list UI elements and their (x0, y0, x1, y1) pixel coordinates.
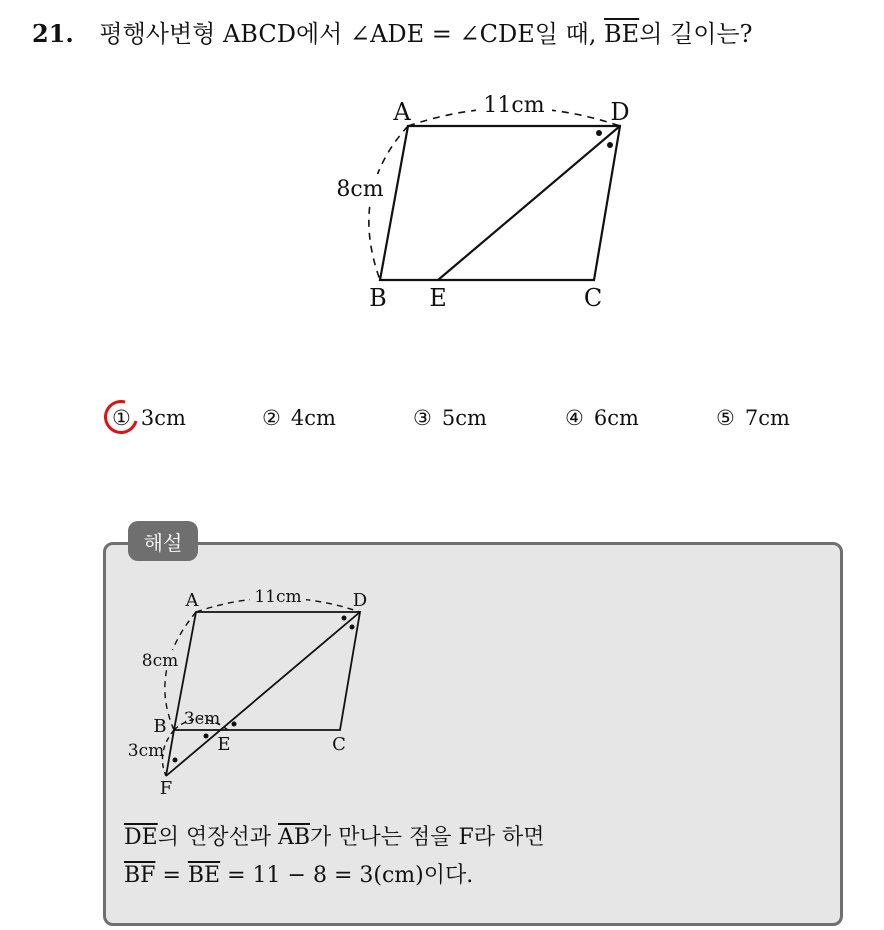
segment-be: $\overline{BE}$ (187, 863, 221, 888)
solution-line-2 (124, 858, 473, 889)
vertex-label-e: E (429, 284, 447, 312)
vertex-label-d: D (610, 98, 630, 126)
angle-dot-cde (607, 142, 613, 148)
choice-2-text: 4cm (290, 406, 336, 430)
segment-df (166, 612, 360, 776)
angle-dot-aed (232, 722, 237, 727)
choice-5-number: ⑤ (716, 406, 735, 430)
vertex-label-c: C (332, 734, 346, 755)
choice-1[interactable] (112, 406, 186, 430)
label-11cm: 11cm (483, 93, 545, 118)
vertex-label-a: A (185, 590, 199, 611)
angle-dot-bfe (173, 758, 178, 763)
segment-de: $\overline{DE}$ (124, 825, 158, 850)
dashed-arc-ab (369, 126, 408, 280)
choice-2-number: ② (262, 406, 281, 430)
vertex-label-b: B (369, 284, 387, 312)
choice-2[interactable] (262, 406, 336, 430)
segment-de (438, 126, 620, 280)
angle-dot-cde (350, 625, 355, 630)
parallelogram-figure (320, 82, 650, 322)
equals-sign: = (162, 863, 181, 888)
solution-line-2-rest: = 11 − 8 = 3(cm)이다. (227, 863, 474, 888)
vertex-label-c: C (583, 284, 603, 312)
solution-line-1-mid: 의 연장선과 (157, 825, 271, 850)
segment-be: $\overline{BE}$ (604, 20, 640, 48)
question-suffix: 의 길이는? (639, 20, 753, 48)
solution-tag: 해설 (128, 521, 198, 561)
label-be-3cm: 3cm (183, 709, 221, 729)
choice-4-number: ④ (565, 406, 584, 430)
choice-1-text: 3cm (140, 406, 186, 430)
selected-answer-mark (98, 394, 144, 440)
choice-4[interactable] (565, 406, 639, 430)
vertex-label-d: D (352, 590, 368, 611)
angle-dot-bef (204, 734, 209, 739)
angle-dot-ade (596, 130, 602, 136)
answer-choices (0, 406, 884, 438)
vertex-label-f: F (159, 778, 173, 799)
question-text (32, 14, 752, 49)
vertex-label-b: B (153, 716, 167, 737)
label-8cm: 8cm (141, 651, 179, 671)
choice-3-number: ③ (413, 406, 432, 430)
choice-3[interactable] (413, 406, 487, 430)
label-bf-3cm: 3cm (127, 741, 165, 761)
solution-line-1 (124, 820, 545, 851)
question-number: 21. (32, 19, 74, 48)
label-11cm: 11cm (254, 587, 302, 607)
choice-5[interactable] (716, 406, 790, 430)
solution-line-1-end: 가 만나는 점을 F라 하면 (310, 825, 545, 850)
solution-figure (120, 580, 380, 810)
vertex-label-e: E (217, 734, 231, 755)
choice-5-text: 7cm (744, 406, 790, 430)
segment-bf: $\overline{BF}$ (124, 863, 156, 888)
choice-3-text: 5cm (441, 406, 487, 430)
vertex-label-a: A (393, 98, 411, 126)
choice-4-text: 6cm (593, 406, 639, 430)
choice-1-number: ① (112, 406, 131, 430)
question-prefix: 평행사변형 ABCD에서 ∠ADE = ∠CDE일 때, (99, 20, 597, 48)
segment-ab: $\overline{AB}$ (277, 825, 311, 850)
parallelogram-abcd (380, 126, 620, 280)
angle-dot-ade (342, 616, 347, 621)
label-8cm: 8cm (336, 177, 384, 202)
